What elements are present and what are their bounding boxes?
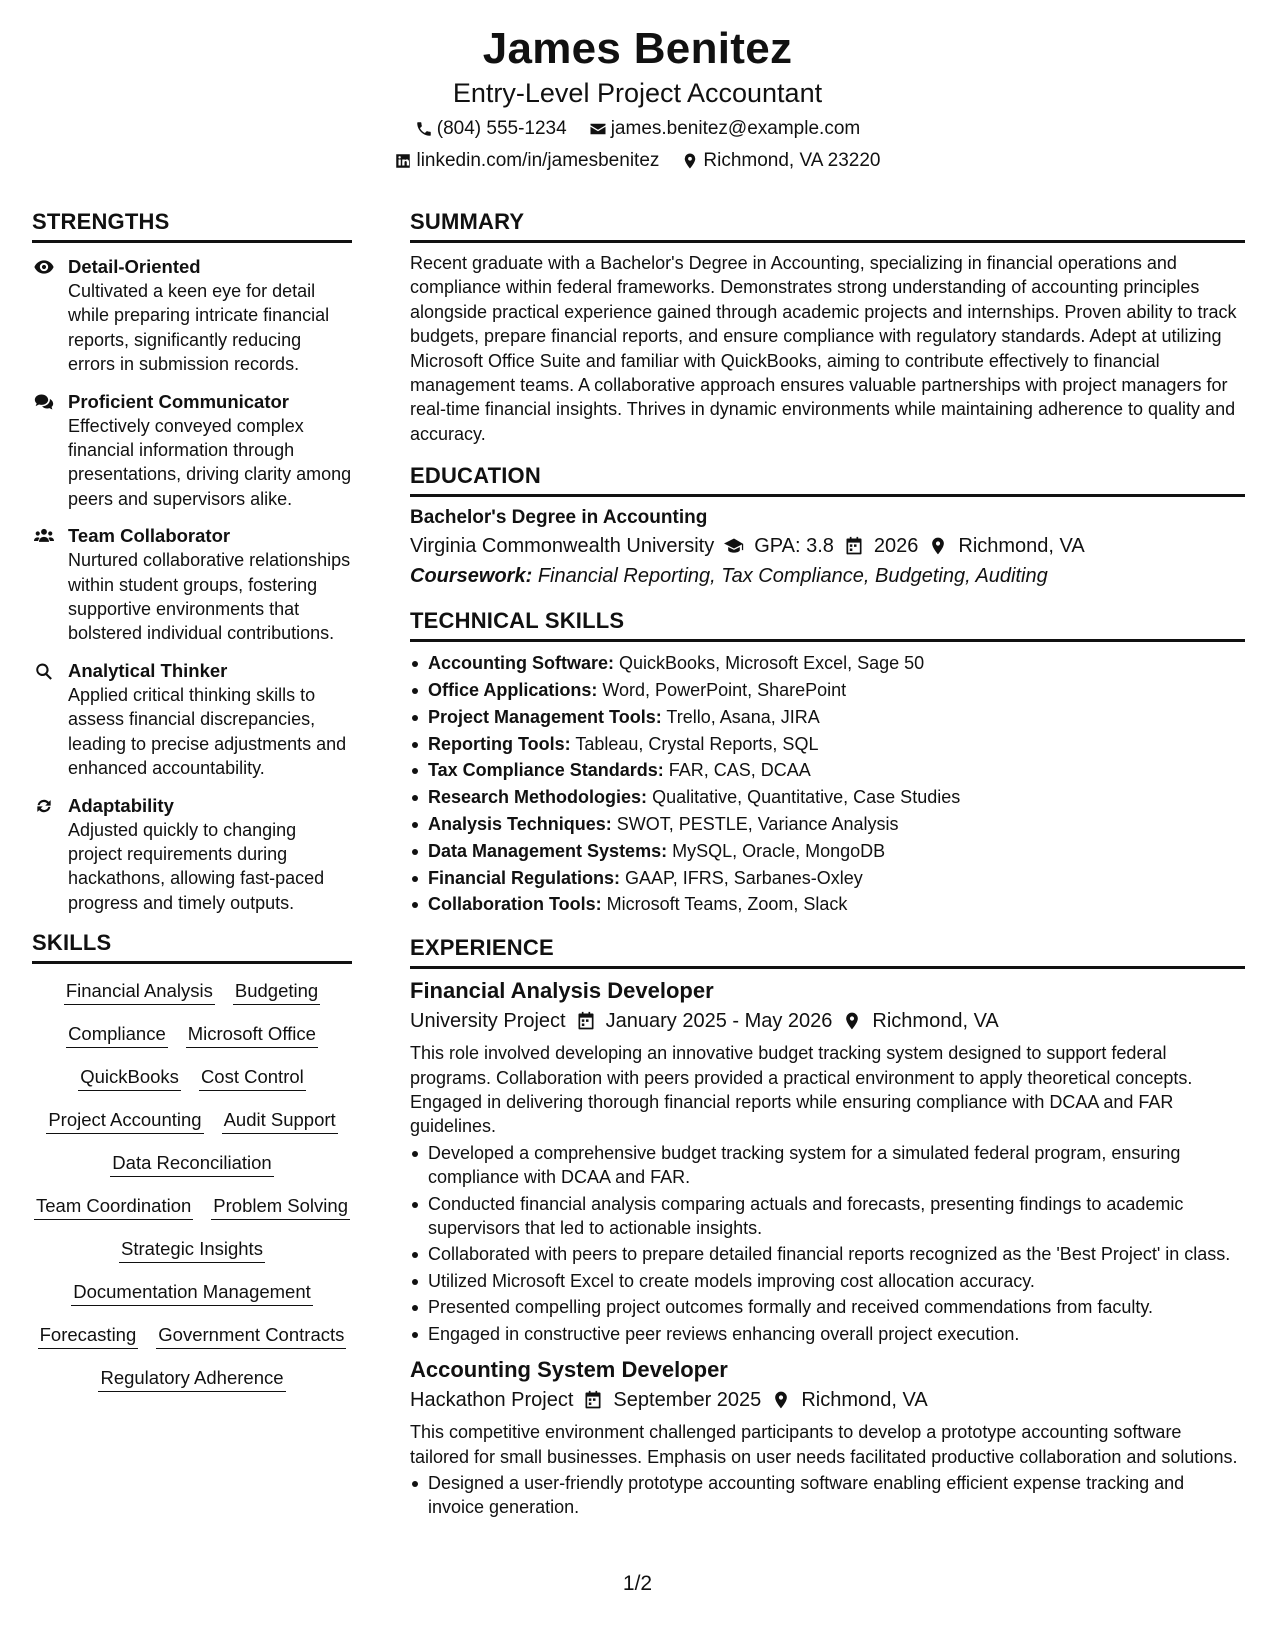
list-item: Designed a user-friendly prototype accounting software enabling efficient expense tracking and invoice generation. bbox=[410, 1471, 1245, 1520]
tech-value: MySQL, Oracle, MongoDB bbox=[672, 840, 886, 861]
summary-text: Recent graduate with a Bachelor's Degree in Accounting, specializing in financial operations and compliance within federal frameworks. Demonstrates strong understanding of accounting principles alongside practical experience gained through academic projects and internships. Proven ability to track budgets, prepare financial reports, and ensure compliance with regulatory standards. Adept at utilizing Microsoft Office Suite and familiar with QuickBooks, aiming to contribute effectively to financial management teams. A collaborative approach ensures valuable partnerships with project managers for real-time financial insights. Thrives in dynamic environments while maintaining adherence to quality and accuracy. bbox=[410, 253, 1237, 444]
email-item[interactable] bbox=[589, 116, 861, 142]
school-name: Virginia Commonwealth University bbox=[410, 535, 715, 558]
summary-heading: SUMMARY bbox=[410, 208, 1245, 243]
tech-value: GAAP, IFRS, Sarbanes-Oxley bbox=[625, 867, 863, 888]
list-item bbox=[410, 838, 1245, 865]
tech-label: Collaboration Tools: bbox=[428, 894, 602, 915]
strength-desc: Nurtured collaborative relationships within student groups, fostering supportive environments that bolstered individual contributions. bbox=[68, 550, 351, 644]
skill-tag: Team Coordination bbox=[34, 1193, 193, 1220]
job-description: This role involved developing an innovative budget tracking system designed to support federal programs. Collaboration with peers provided a practical environment to apply theoretical concepts. Engaged in delivering thorough financial reports while ensuring compliance with DCAA and FAR guidelines. bbox=[410, 1043, 1193, 1137]
list-item bbox=[410, 731, 1245, 758]
list-item bbox=[410, 757, 1245, 784]
job-title: Accounting System Developer bbox=[410, 1357, 728, 1383]
search-icon bbox=[34, 662, 54, 680]
tech-label: Tax Compliance Standards: bbox=[428, 760, 664, 781]
users-icon bbox=[34, 527, 54, 545]
degree-title: Bachelor's Degree in Accounting bbox=[410, 507, 708, 529]
strength-title: Detail-Oriented bbox=[68, 256, 201, 277]
calendar-icon bbox=[576, 1011, 596, 1031]
candidate-title: Entry-Level Project Accountant bbox=[452, 78, 823, 108]
list-item bbox=[410, 811, 1245, 838]
job-dates: January 2025 - May 2026 bbox=[605, 1010, 833, 1033]
strength-desc: Adjusted quickly to changing project requirements during hackathons, allowing fast-paced progress and timely outputs. bbox=[68, 819, 325, 913]
job-bullets bbox=[410, 1471, 1245, 1520]
technical-skills-heading: TECHNICAL SKILLS bbox=[410, 607, 1245, 642]
job-dates: September 2025 bbox=[613, 1389, 762, 1412]
job-location: Richmond, VA bbox=[872, 1010, 999, 1033]
strength-title: Adaptability bbox=[68, 794, 174, 816]
right-column bbox=[410, 208, 1245, 1522]
tech-label: Accounting Software: bbox=[428, 653, 615, 674]
strength-title: Analytical Thinker bbox=[68, 659, 228, 681]
technical-skills-list bbox=[410, 650, 1245, 918]
tech-value: Microsoft Teams, Zoom, Slack bbox=[606, 894, 848, 915]
list-item bbox=[410, 650, 1245, 677]
skill-tag: Microsoft Office bbox=[186, 1021, 318, 1048]
map-marker-icon bbox=[842, 1011, 862, 1031]
calendar-icon bbox=[844, 536, 864, 556]
tech-value: Trello, Asana, JIRA bbox=[666, 706, 820, 727]
linkedin-item[interactable] bbox=[394, 148, 659, 174]
phone-icon bbox=[415, 120, 433, 138]
tech-label: Analysis Techniques: bbox=[428, 814, 612, 835]
envelope-icon bbox=[589, 120, 607, 138]
strength-item bbox=[32, 255, 352, 377]
tech-value: QuickBooks, Microsoft Excel, Sage 50 bbox=[619, 653, 925, 674]
comments-icon bbox=[34, 393, 54, 411]
skill-tag: Problem Solving bbox=[211, 1193, 350, 1220]
skill-tag: Cost Control bbox=[199, 1064, 306, 1091]
graduation-cap-icon bbox=[724, 536, 744, 556]
left-column bbox=[32, 208, 352, 1392]
skill-tag: Audit Support bbox=[222, 1107, 338, 1134]
map-marker-icon bbox=[681, 152, 699, 170]
skill-tag: QuickBooks bbox=[78, 1064, 181, 1091]
tech-label: Research Methodologies: bbox=[428, 787, 648, 808]
strength-desc: Effectively conveyed complex financial information through presentations, driving clarity among peers and supervisors alike. bbox=[68, 415, 352, 509]
tech-value: Qualitative, Quantitative, Case Studies bbox=[652, 787, 961, 808]
education-meta bbox=[410, 531, 1245, 561]
tech-label: Reporting Tools: bbox=[428, 733, 571, 754]
tech-value: FAR, CAS, DCAA bbox=[668, 760, 811, 781]
location-text: Richmond, VA 23220 bbox=[703, 150, 881, 171]
skill-tag: Forecasting bbox=[38, 1322, 139, 1349]
list-item: Collaborated with peers to prepare detailed financial reports recognized as the 'Best Project' in class. bbox=[410, 1242, 1245, 1266]
page-number: 1/2 bbox=[622, 1572, 653, 1595]
strengths-list bbox=[32, 255, 352, 915]
summary-section bbox=[410, 208, 1245, 446]
tech-value: SWOT, PESTLE, Variance Analysis bbox=[616, 814, 899, 835]
graduation-year: 2026 bbox=[873, 535, 919, 558]
list-item: Presented compelling project outcomes formally and received commendations from faculty. bbox=[410, 1295, 1245, 1319]
contact-row-1 bbox=[0, 116, 1275, 142]
skills-heading: SKILLS bbox=[32, 929, 352, 964]
job-org: University Project bbox=[410, 1010, 566, 1033]
skill-tag: Project Accounting bbox=[46, 1107, 203, 1134]
eye-icon bbox=[34, 258, 54, 276]
list-item bbox=[410, 704, 1245, 731]
skill-tags bbox=[32, 978, 352, 1392]
strength-title: Proficient Communicator bbox=[68, 390, 289, 412]
job-title: Financial Analysis Developer bbox=[410, 978, 714, 1004]
skills-section bbox=[32, 929, 352, 1392]
tech-label: Office Applications: bbox=[428, 680, 598, 701]
list-item bbox=[410, 677, 1245, 704]
skill-tag: Documentation Management bbox=[71, 1279, 313, 1306]
tech-value: Tableau, Crystal Reports, SQL bbox=[575, 733, 819, 754]
list-item: Developed a comprehensive budget tracking system for a simulated federal program, ensuring compliance with DCAA and FAR. bbox=[410, 1141, 1245, 1190]
school-location: Richmond, VA bbox=[958, 535, 1085, 558]
job-description: This competitive environment challenged participants to develop a prototype accounting software tailored for small businesses. Emphasis on user needs facilitated productive collaboration and solutions. bbox=[410, 1422, 1238, 1467]
job-bullets bbox=[410, 1141, 1245, 1346]
gpa-text: GPA: 3.8 bbox=[754, 535, 834, 558]
job-meta bbox=[410, 1384, 1245, 1416]
skill-tag: Compliance bbox=[66, 1021, 168, 1048]
list-item: Utilized Microsoft Excel to create models improving cost allocation accuracy. bbox=[410, 1269, 1245, 1293]
skill-tag: Regulatory Adherence bbox=[98, 1365, 285, 1392]
experience-heading: EXPERIENCE bbox=[410, 934, 1245, 969]
skill-tag: Financial Analysis bbox=[64, 978, 215, 1005]
coursework-text: Financial Reporting, Tax Compliance, Budgeting, Auditing bbox=[537, 565, 1048, 588]
resume-header bbox=[0, 22, 1275, 174]
job-meta bbox=[410, 1005, 1245, 1037]
coursework-label: Coursework: bbox=[410, 565, 533, 588]
strength-item bbox=[32, 659, 352, 781]
phone-item bbox=[415, 116, 567, 142]
job-entry bbox=[410, 1356, 1245, 1520]
education-section bbox=[410, 462, 1245, 591]
skill-tag: Budgeting bbox=[233, 978, 320, 1005]
tech-label: Financial Regulations: bbox=[428, 867, 621, 888]
strength-title: Team Collaborator bbox=[68, 525, 231, 547]
list-item bbox=[410, 865, 1245, 892]
strength-item bbox=[32, 390, 352, 512]
email-text[interactable]: james.benitez@example.com bbox=[610, 118, 861, 139]
linkedin-text[interactable]: linkedin.com/in/jamesbenitez bbox=[416, 150, 660, 171]
location-item bbox=[681, 148, 880, 174]
map-marker-icon bbox=[928, 536, 948, 556]
strength-item bbox=[32, 794, 352, 916]
list-item: Engaged in constructive peer reviews enhancing overall project execution. bbox=[410, 1322, 1245, 1346]
skill-tag: Government Contracts bbox=[156, 1322, 346, 1349]
job-entry bbox=[410, 977, 1245, 1346]
experience-section bbox=[410, 934, 1245, 1520]
tech-label: Project Management Tools: bbox=[428, 706, 662, 727]
sync-icon bbox=[34, 797, 54, 815]
phone-text: (804) 555-1234 bbox=[436, 118, 567, 139]
skill-tag: Strategic Insights bbox=[119, 1236, 265, 1263]
job-location: Richmond, VA bbox=[801, 1389, 928, 1412]
strength-desc: Applied critical thinking skills to assess financial discrepancies, leading to precise adjustments and enhanced accountability. bbox=[68, 684, 347, 779]
strengths-heading: STRENGTHS bbox=[32, 208, 352, 243]
list-item bbox=[410, 784, 1245, 811]
candidate-name: James Benitez bbox=[482, 24, 793, 73]
list-item: Conducted financial analysis comparing actuals and forecasts, presenting findings to academic supervisors that led to actionable insights. bbox=[410, 1192, 1245, 1241]
job-org: Hackathon Project bbox=[410, 1389, 574, 1412]
calendar-icon bbox=[583, 1390, 603, 1410]
education-heading: EDUCATION bbox=[410, 462, 1245, 497]
tech-value: Word, PowerPoint, SharePoint bbox=[602, 680, 847, 701]
strength-item bbox=[32, 524, 352, 646]
map-marker-icon bbox=[771, 1390, 791, 1410]
linkedin-icon bbox=[394, 152, 412, 170]
technical-skills-section bbox=[410, 607, 1245, 918]
skill-tag: Data Reconciliation bbox=[110, 1150, 273, 1177]
list-item bbox=[410, 891, 1245, 918]
coursework-line bbox=[410, 561, 1245, 591]
tech-label: Data Management Systems: bbox=[428, 840, 668, 861]
contact-row-2 bbox=[0, 148, 1275, 174]
strength-desc: Cultivated a keen eye for detail while preparing intricate financial reports, significantly reducing errors in submission records. bbox=[68, 281, 330, 375]
